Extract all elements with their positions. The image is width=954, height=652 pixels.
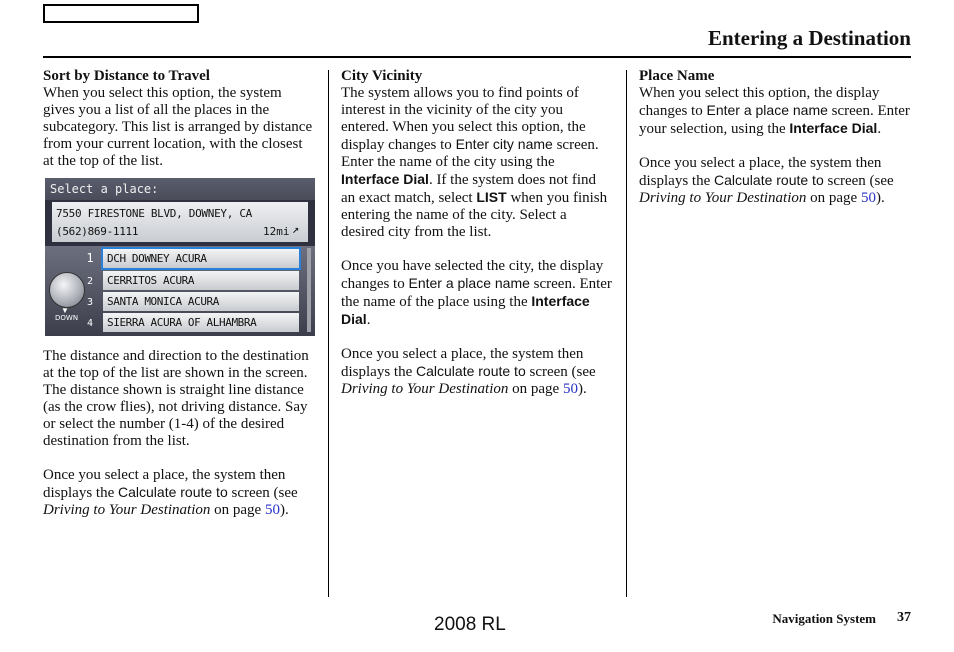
body-paragraph: [341, 85, 613, 241]
page-link[interactable]: 50: [264, 502, 280, 518]
list-number: 3: [86, 297, 94, 308]
ui-term: Calculate route to: [714, 172, 824, 188]
list-number: 4: [86, 318, 94, 329]
column-divider-1: [328, 70, 329, 597]
screen-address: 7550 FIRESTONE BLVD, DOWNEY, CA: [56, 207, 252, 220]
ui-term: Calculate route to: [416, 363, 526, 379]
text-span: screen (see: [227, 485, 298, 501]
column-divider-2: [626, 70, 627, 597]
list-item: SANTA MONICA ACURA: [103, 292, 299, 311]
text-span: on page: [508, 381, 563, 397]
screen-distance: 12mi: [263, 225, 290, 238]
column-sort-by-distance: [43, 68, 315, 536]
ui-term: Enter a place name: [408, 275, 530, 291]
text-span: on page: [210, 502, 265, 518]
text-span: .: [366, 312, 371, 328]
column-city-vicinity: [341, 68, 613, 415]
column-place-name: [639, 68, 911, 224]
down-label: DOWN: [55, 314, 79, 322]
text-span: Once you select a place, the system then displays the: [341, 346, 584, 380]
text-span: screen (see: [525, 364, 596, 380]
text-span: Once you select a place, the system then displays the: [639, 155, 882, 189]
ui-term: Enter city name: [455, 136, 553, 152]
screen-header: Select a place:: [45, 178, 315, 200]
text-span: . If the system does not find an exact match, select: [341, 172, 596, 206]
section-heading: Place Name: [639, 68, 715, 84]
text-span: ).: [279, 502, 289, 518]
ui-term-bold: Interface Dial: [341, 293, 590, 327]
cross-reference-title: Driving to Your Destination: [341, 381, 509, 397]
text-span: screen. Enter your selection, using the: [639, 103, 910, 137]
text-span: Once you select a place, the system then displays the: [43, 467, 286, 501]
text-span: ).: [577, 381, 587, 397]
footer-section-name: Navigation System: [772, 611, 876, 626]
body-paragraph: [341, 346, 613, 398]
text-span: Once you have selected the city, the display changes to: [341, 258, 604, 292]
ui-term: Calculate route to: [118, 484, 228, 500]
screen-address-panel: [52, 202, 308, 242]
body-paragraph: [43, 467, 315, 519]
ui-term-bold: Interface Dial: [341, 171, 429, 187]
down-arrow-icon: ▼: [61, 306, 69, 315]
text-span: screen. Enter the name of the city using the: [341, 137, 599, 170]
direction-arrow-icon: ↗: [292, 222, 300, 236]
section-heading: Sort by Distance to Travel: [43, 68, 210, 84]
text-span: .: [877, 121, 882, 137]
body-paragraph: [639, 85, 911, 138]
page-title: Entering a Destination: [707, 26, 911, 50]
text-span: The system allows you to find points of interest in the vicinity of the city you entered. When you select this option, the display changes to: [341, 85, 586, 153]
text-span: ).: [875, 190, 885, 206]
screen-scrollbar: [307, 248, 311, 332]
ui-term-bold: Interface Dial: [789, 120, 878, 136]
text-span: on page: [806, 190, 861, 206]
cross-reference-title: Driving to Your Destination: [639, 190, 807, 206]
navigation-screen-image: [45, 178, 315, 336]
page-link[interactable]: 50: [562, 381, 578, 397]
list-item: CERRITOS ACURA: [103, 271, 299, 290]
body-paragraph: [639, 155, 911, 207]
list-number: 1: [86, 251, 94, 265]
text-span: screen (see: [823, 173, 894, 189]
list-number: 2: [86, 276, 94, 287]
body-paragraph: [341, 258, 613, 329]
text-span: when you finish entering the name of the city. Select a desired city from the list.: [341, 190, 608, 240]
page-link[interactable]: 50: [860, 190, 876, 206]
footer-model: 2008 RL: [434, 614, 506, 635]
title-divider: [43, 56, 911, 58]
ui-term-bold: LIST: [476, 189, 507, 205]
text-span: screen. Enter the name of the place using the: [341, 276, 612, 310]
screen-phone: (562)869-1111: [56, 225, 139, 238]
list-item: SIERRA ACURA OF ALHAMBRA: [103, 313, 299, 332]
body-paragraph: The distance and direction to the destination at the top of the list are shown in the screen. The distance shown is straight line distance (as the crow flies), not driving distance. Say or select the number (1-4) of the desired destination from the list.: [43, 348, 309, 449]
text-span: When you select this option, the display changes to: [639, 85, 880, 119]
header-tab-box: [43, 4, 199, 23]
body-paragraph: When you select this option, the system gives you a list of all the places in the subcategory. This list is arranged by distance from your current location, with the closest at the top of the list.: [43, 85, 313, 169]
list-item-selected: DCH DOWNEY ACURA: [103, 249, 299, 268]
cross-reference-title: Driving to Your Destination: [43, 502, 211, 518]
section-heading: City Vicinity: [341, 68, 423, 84]
ui-term: Enter a place name: [706, 102, 828, 118]
footer-page-number: 37: [897, 610, 911, 625]
